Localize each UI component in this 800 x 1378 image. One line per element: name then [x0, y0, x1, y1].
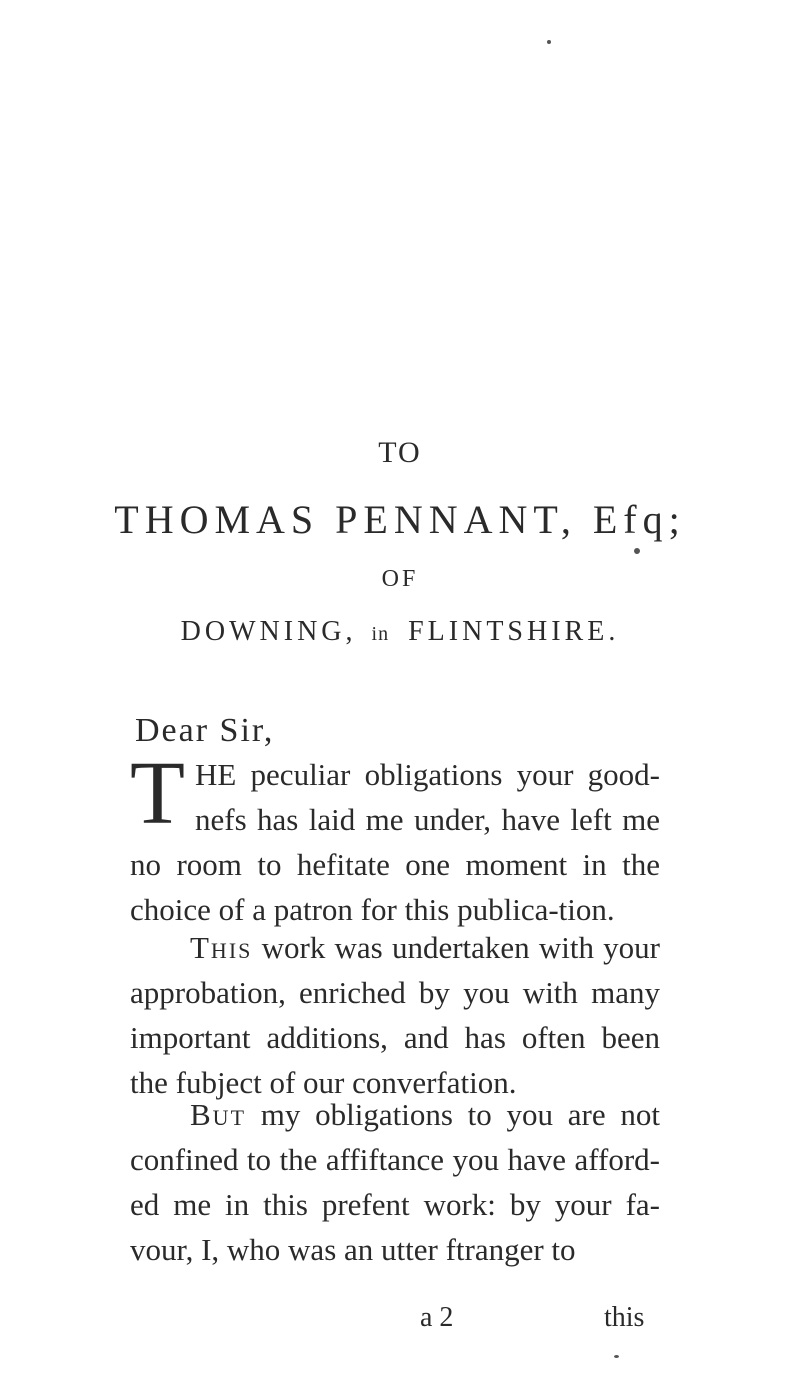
- place-part2: FLINTSHIRE.: [408, 616, 620, 647]
- paragraph-2-lead: This: [190, 930, 253, 965]
- paragraph-3-text: my obligations to you are not confined to the affiftance you have afford-ed me in this prefent work: by your fa-vour, I, who was an utter ftranger to: [130, 1097, 660, 1267]
- place-in: in: [371, 623, 390, 645]
- dedication-of: OF: [381, 566, 419, 592]
- paragraph-2-text: work was undertaken with your approbation, enriched by you with many important additions, and has often been the fubject of our converfation.: [130, 930, 661, 1100]
- salutation: Dear Sir,: [135, 712, 275, 749]
- paragraph-1-lead: HE: [194, 757, 237, 792]
- paragraph-3: [130, 1092, 660, 1272]
- paragraph-2: [130, 925, 660, 1105]
- catchword: this: [604, 1302, 645, 1333]
- paragraph-1: [130, 744, 660, 932]
- signature-mark: a 2: [420, 1302, 454, 1333]
- paper-speck: [634, 548, 640, 554]
- dedication-recipient: THOMAS PENNANT, Efq;: [114, 497, 686, 542]
- paper-speck: [547, 40, 551, 44]
- paper-speck: [614, 1355, 619, 1358]
- drop-cap: T: [130, 744, 185, 843]
- paragraph-1-text: peculiar obligations your good-nefs has laid me under, have left me no room to hefitate one moment in the choice of a patron for this publica-tion.: [130, 757, 660, 927]
- place-part1: DOWNING,: [180, 616, 357, 647]
- dedication-to: TO: [378, 436, 422, 469]
- dedication-place: [0, 616, 800, 648]
- paragraph-3-lead: But: [190, 1097, 247, 1132]
